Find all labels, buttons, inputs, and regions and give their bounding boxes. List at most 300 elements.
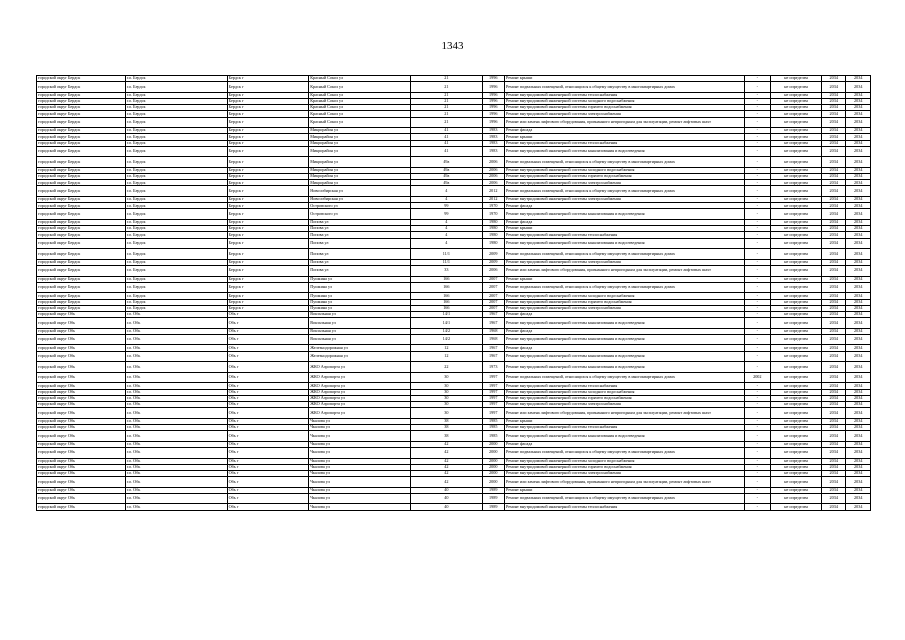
cost-cell: не определен [771, 408, 822, 419]
year-built-cell: 2007 [482, 276, 504, 282]
last-repair-year-cell: - [744, 418, 771, 424]
plan-end-cell: 2034 [846, 82, 871, 93]
table-row [37, 318, 871, 329]
locality-cell: Бердск г [227, 265, 309, 276]
cost-cell: не определен [771, 276, 822, 282]
work-type-cell: Ремонт подвальных помещений, относящихся к общему имуществу в многоквартирных домах [504, 372, 744, 383]
year-built-cell: 1996 [482, 117, 504, 128]
street-cell: Красный Сокол ул [309, 98, 411, 104]
plan-end-cell: 2034 [846, 345, 871, 351]
street-cell: Красный Сокол ул [309, 105, 411, 111]
locality-cell: Обь г [227, 362, 309, 373]
work-type-cell: Ремонт внутридомовой инженерной системы горячего водоснабжения [504, 395, 744, 401]
last-repair-year-cell: - [744, 209, 771, 220]
plan-end-cell: 2034 [846, 265, 871, 276]
last-repair-year-cell: - [744, 431, 771, 442]
work-type-cell: Ремонт внутридомовой инженерной системы канализования и водоотведения [504, 351, 744, 362]
year-built-cell: 2007 [482, 293, 504, 299]
locality-cell: Обь г [227, 334, 309, 345]
year-built-cell: 2000 [482, 458, 504, 464]
settlement-cell: г.о. Бердск [125, 265, 227, 276]
year-built-cell: 1983 [482, 140, 504, 146]
year-built-cell: 2012 [482, 186, 504, 197]
settlement-cell: г.о. Бердск [125, 259, 227, 265]
settlement-cell: г.о. Бердск [125, 174, 227, 180]
settlement-cell: г.о. Обь [125, 383, 227, 389]
work-type-cell: Ремонт внутридомовой инженерной системы теплоснабжения [504, 232, 744, 238]
settlement-cell: г.о. Бердск [125, 105, 227, 111]
house-number-cell: 21 [411, 98, 482, 104]
street-cell: Попова ул [309, 238, 411, 249]
municipality-cell: городской округ Обь [37, 383, 126, 389]
plan-end-cell: 2034 [846, 186, 871, 197]
street-cell: ЖКО Аэропорта ул [309, 362, 411, 373]
locality-cell: Обь г [227, 470, 309, 476]
plan-start-cell: 2034 [822, 299, 846, 305]
last-repair-year-cell: - [744, 504, 771, 510]
work-type-cell: Ремонт подвальных помещений, относящихся к общему имуществу в многоквартирных домах [504, 447, 744, 458]
work-type-cell: Ремонт внутридомовой инженерной системы теплоснабжения [504, 140, 744, 146]
settlement-cell: г.о. Бердск [125, 249, 227, 260]
last-repair-year-cell: - [744, 186, 771, 197]
cost-cell: не определен [771, 395, 822, 401]
locality-cell: Бердск г [227, 146, 309, 157]
street-cell: Железнодорожная ул [309, 351, 411, 362]
house-number-cell: 42 [411, 464, 482, 470]
house-number-cell: 40 [411, 493, 482, 504]
plan-end-cell: 2034 [846, 334, 871, 345]
last-repair-year-cell: - [744, 134, 771, 140]
municipality-cell: городской округ Бердск [37, 174, 126, 180]
year-built-cell: 1973 [482, 362, 504, 373]
municipality-cell: городской округ Обь [37, 362, 126, 373]
cost-cell: не определен [771, 249, 822, 260]
plan-end-cell: 2034 [846, 249, 871, 260]
locality-cell: Обь г [227, 311, 309, 317]
plan-end-cell: 2034 [846, 232, 871, 238]
locality-cell: Бердск г [227, 220, 309, 226]
last-repair-year-cell: - [744, 441, 771, 447]
last-repair-year-cell: - [744, 232, 771, 238]
year-built-cell: 1983 [482, 128, 504, 134]
street-cell: Чкалова ул [309, 470, 411, 476]
plan-start-cell: 2034 [822, 265, 846, 276]
year-built-cell: 2012 [482, 197, 504, 203]
capital-repair-register-table [36, 75, 871, 511]
municipality-cell: городской округ Обь [37, 408, 126, 419]
cost-cell: не определен [771, 167, 822, 173]
last-repair-year-cell: - [744, 293, 771, 299]
settlement-cell: г.о. Обь [125, 477, 227, 488]
plan-start-cell: 2034 [822, 249, 846, 260]
work-type-cell: Ремонт внутридомовой инженерной системы электроснабжения [504, 180, 744, 186]
plan-end-cell: 2034 [846, 157, 871, 168]
plan-start-cell: 2034 [822, 146, 846, 157]
last-repair-year-cell: - [744, 424, 771, 430]
work-type-cell: Ремонт крыши [504, 76, 744, 82]
municipality-cell: городской округ Бердск [37, 305, 126, 311]
year-built-cell: 1989 [482, 487, 504, 493]
cost-cell: не определен [771, 470, 822, 476]
plan-end-cell: 2034 [846, 276, 871, 282]
street-cell: Микрорайон ул [309, 146, 411, 157]
house-number-cell: 49а [411, 180, 482, 186]
settlement-cell: г.о. Обь [125, 464, 227, 470]
municipality-cell: городской округ Обь [37, 345, 126, 351]
year-built-cell: 2000 [482, 477, 504, 488]
cost-cell: не определен [771, 209, 822, 220]
settlement-cell: г.о. Бердск [125, 167, 227, 173]
municipality-cell: городской округ Бердск [37, 282, 126, 293]
work-type-cell: Ремонт внутридомовой инженерной системы канализования и водоотведения [504, 334, 744, 345]
last-repair-year-cell: - [744, 276, 771, 282]
year-built-cell: 2000 [482, 441, 504, 447]
cost-cell: не определен [771, 238, 822, 249]
plan-end-cell: 2034 [846, 98, 871, 104]
year-built-cell: 2000 [482, 470, 504, 476]
plan-start-cell: 2034 [822, 259, 846, 265]
locality-cell: Бердск г [227, 134, 309, 140]
locality-cell: Обь г [227, 345, 309, 351]
locality-cell: Бердск г [227, 98, 309, 104]
locality-cell: Бердск г [227, 299, 309, 305]
house-number-cell: 49а [411, 167, 482, 173]
year-built-cell: 1997 [482, 372, 504, 383]
locality-cell: Обь г [227, 477, 309, 488]
year-built-cell: 1996 [482, 105, 504, 111]
municipality-cell: городской округ Обь [37, 395, 126, 401]
year-built-cell: 1980 [482, 220, 504, 226]
house-number-cell: 11/1 [411, 249, 482, 260]
municipality-cell: городской округ Бердск [37, 265, 126, 276]
settlement-cell: г.о. Бердск [125, 128, 227, 134]
table-row [37, 477, 871, 488]
settlement-cell: г.о. Бердск [125, 226, 227, 232]
street-cell: Новосибирская ул [309, 186, 411, 197]
work-type-cell: Ремонт или замена лифтового оборудования, признанного непригодным для эксплуатации, ремонт лифтовых шахт [504, 477, 744, 488]
house-number-cell: 166 [411, 305, 482, 311]
cost-cell: не определен [771, 186, 822, 197]
plan-end-cell: 2034 [846, 311, 871, 317]
locality-cell: Бердск г [227, 128, 309, 134]
settlement-cell: г.о. Обь [125, 395, 227, 401]
plan-end-cell: 2034 [846, 408, 871, 419]
street-cell: Островского ул [309, 209, 411, 220]
year-built-cell: 1985 [482, 424, 504, 430]
locality-cell: Обь г [227, 389, 309, 395]
year-built-cell: 2009 [482, 259, 504, 265]
house-number-cell: 4 [411, 226, 482, 232]
cost-cell: не определен [771, 351, 822, 362]
cost-cell: не определен [771, 431, 822, 442]
plan-start-cell: 2034 [822, 401, 846, 407]
cost-cell: не определен [771, 117, 822, 128]
cost-cell: не определен [771, 259, 822, 265]
locality-cell: Бердск г [227, 105, 309, 111]
plan-end-cell: 2034 [846, 105, 871, 111]
work-type-cell: Ремонт или замена лифтового оборудования, признанного непригодным для эксплуатации, ремонт лифтовых шахт [504, 117, 744, 128]
plan-end-cell: 2034 [846, 351, 871, 362]
house-number-cell: 21 [411, 82, 482, 93]
table-row [37, 282, 871, 293]
cost-cell: не определен [771, 82, 822, 93]
municipality-cell: городской округ Бердск [37, 259, 126, 265]
street-cell: Пушкина ул [309, 293, 411, 299]
last-repair-year-cell: - [744, 334, 771, 345]
plan-start-cell: 2034 [822, 418, 846, 424]
settlement-cell: г.о. Бердск [125, 180, 227, 186]
municipality-cell: городской округ Бердск [37, 293, 126, 299]
plan-start-cell: 2034 [822, 238, 846, 249]
house-number-cell: 99 [411, 209, 482, 220]
house-number-cell: 22 [411, 362, 482, 373]
last-repair-year-cell: - [744, 167, 771, 173]
work-type-cell: Ремонт подвальных помещений, относящихся к общему имуществу в многоквартирных домах [504, 82, 744, 93]
house-number-cell: 4 [411, 197, 482, 203]
work-type-cell: Ремонт внутридомовой инженерной системы горячего водоснабжения [504, 174, 744, 180]
cost-cell: не определен [771, 203, 822, 209]
house-number-cell: 21 [411, 117, 482, 128]
last-repair-year-cell: - [744, 282, 771, 293]
last-repair-year-cell: - [744, 197, 771, 203]
municipality-cell: городской округ Обь [37, 424, 126, 430]
locality-cell: Бердск г [227, 117, 309, 128]
house-number-cell: 42 [411, 441, 482, 447]
plan-start-cell: 2034 [822, 117, 846, 128]
work-type-cell: Ремонт внутридомовой инженерной системы электроснабжения [504, 111, 744, 117]
street-cell: Микрорайон ул [309, 128, 411, 134]
locality-cell: Обь г [227, 441, 309, 447]
last-repair-year-cell: - [744, 76, 771, 82]
year-built-cell: 1996 [482, 82, 504, 93]
plan-start-cell: 2034 [822, 504, 846, 510]
plan-start-cell: 2034 [822, 372, 846, 383]
municipality-cell: городской округ Обь [37, 464, 126, 470]
settlement-cell: г.о. Бердск [125, 98, 227, 104]
table-row [37, 157, 871, 168]
work-type-cell: Ремонт фасада [504, 345, 744, 351]
settlement-cell: г.о. Обь [125, 328, 227, 334]
plan-start-cell: 2034 [822, 487, 846, 493]
work-type-cell: Ремонт внутридомовой инженерной системы канализования и водоотведения [504, 238, 744, 249]
year-built-cell: 1989 [482, 493, 504, 504]
plan-start-cell: 2034 [822, 128, 846, 134]
year-built-cell: 1996 [482, 98, 504, 104]
work-type-cell: Ремонт внутридомовой инженерной системы холодного водоснабжения [504, 98, 744, 104]
settlement-cell: г.о. Обь [125, 504, 227, 510]
street-cell: Вокзальная ул [309, 311, 411, 317]
street-cell: Чкалова ул [309, 424, 411, 430]
municipality-cell: городской округ Бердск [37, 299, 126, 305]
last-repair-year-cell: - [744, 157, 771, 168]
plan-start-cell: 2034 [822, 232, 846, 238]
plan-end-cell: 2034 [846, 447, 871, 458]
plan-start-cell: 2034 [822, 318, 846, 329]
year-built-cell: 1996 [482, 92, 504, 98]
municipality-cell: городской округ Бердск [37, 276, 126, 282]
settlement-cell: г.о. Бердск [125, 76, 227, 82]
street-cell: Микрорайон ул [309, 167, 411, 173]
locality-cell: Бердск г [227, 140, 309, 146]
year-built-cell: 1983 [482, 146, 504, 157]
settlement-cell: г.о. Обь [125, 401, 227, 407]
locality-cell: Бердск г [227, 174, 309, 180]
year-built-cell: 1967 [482, 345, 504, 351]
plan-start-cell: 2034 [822, 167, 846, 173]
plan-end-cell: 2034 [846, 458, 871, 464]
year-built-cell: 2007 [482, 282, 504, 293]
street-cell: Красный Сокол ул [309, 82, 411, 93]
last-repair-year-cell: - [744, 389, 771, 395]
last-repair-year-cell: - [744, 105, 771, 111]
plan-start-cell: 2034 [822, 186, 846, 197]
locality-cell: Обь г [227, 431, 309, 442]
year-built-cell: 1980 [482, 226, 504, 232]
locality-cell: Обь г [227, 458, 309, 464]
house-number-cell: 166 [411, 293, 482, 299]
plan-end-cell: 2034 [846, 424, 871, 430]
street-cell: Чкалова ул [309, 504, 411, 510]
work-type-cell: Ремонт внутридомовой инженерной системы теплоснабжения [504, 504, 744, 510]
work-type-cell: Ремонт внутридомовой инженерной системы канализования и водоотведения [504, 209, 744, 220]
house-number-cell: 99 [411, 203, 482, 209]
cost-cell: не определен [771, 383, 822, 389]
year-built-cell: 1968 [482, 328, 504, 334]
plan-end-cell: 2034 [846, 226, 871, 232]
plan-start-cell: 2034 [822, 226, 846, 232]
year-built-cell: 1967 [482, 311, 504, 317]
cost-cell: не определен [771, 299, 822, 305]
year-built-cell: 2000 [482, 464, 504, 470]
plan-end-cell: 2034 [846, 146, 871, 157]
street-cell: Попова ул [309, 259, 411, 265]
house-number-cell: 166 [411, 282, 482, 293]
work-type-cell: Ремонт фасада [504, 311, 744, 317]
locality-cell: Бердск г [227, 276, 309, 282]
house-number-cell: 30 [411, 389, 482, 395]
cost-cell: не определен [771, 401, 822, 407]
settlement-cell: г.о. Бердск [125, 117, 227, 128]
street-cell: Красный Сокол ул [309, 76, 411, 82]
cost-cell: не определен [771, 362, 822, 373]
last-repair-year-cell: - [744, 249, 771, 260]
year-built-cell: 1970 [482, 209, 504, 220]
street-cell: Микрорайон ул [309, 174, 411, 180]
settlement-cell: г.о. Бердск [125, 140, 227, 146]
house-number-cell: 42 [411, 470, 482, 476]
plan-end-cell: 2034 [846, 299, 871, 305]
street-cell: Попова ул [309, 220, 411, 226]
house-number-cell: 33 [411, 265, 482, 276]
house-number-cell: 12 [411, 345, 482, 351]
settlement-cell: г.о. Бердск [125, 220, 227, 226]
last-repair-year-cell: - [744, 226, 771, 232]
house-number-cell: 11/1 [411, 259, 482, 265]
locality-cell: Обь г [227, 493, 309, 504]
house-number-cell: 30 [411, 401, 482, 407]
year-built-cell: 1980 [482, 238, 504, 249]
municipality-cell: городской округ Бердск [37, 117, 126, 128]
cost-cell: не определен [771, 424, 822, 430]
settlement-cell: г.о. Бердск [125, 305, 227, 311]
street-cell: Микрорайон ул [309, 134, 411, 140]
house-number-cell: 41 [411, 128, 482, 134]
cost-cell: не определен [771, 293, 822, 299]
plan-end-cell: 2034 [846, 92, 871, 98]
cost-cell: не определен [771, 282, 822, 293]
plan-end-cell: 2034 [846, 328, 871, 334]
municipality-cell: городской округ Бердск [37, 220, 126, 226]
settlement-cell: г.о. Бердск [125, 186, 227, 197]
settlement-cell: г.о. Бердск [125, 82, 227, 93]
street-cell: Чкалова ул [309, 431, 411, 442]
table-row [37, 186, 871, 197]
work-type-cell: Ремонт фасада [504, 441, 744, 447]
year-built-cell: 2006 [482, 180, 504, 186]
settlement-cell: г.о. Бердск [125, 238, 227, 249]
house-number-cell: 21 [411, 105, 482, 111]
locality-cell: Бердск г [227, 293, 309, 299]
year-built-cell: 2007 [482, 299, 504, 305]
year-built-cell: 1970 [482, 203, 504, 209]
work-type-cell: Ремонт подвальных помещений, относящихся к общему имуществу в многоквартирных домах [504, 249, 744, 260]
settlement-cell: г.о. Обь [125, 389, 227, 395]
last-repair-year-cell: - [744, 311, 771, 317]
cost-cell: не определен [771, 477, 822, 488]
year-built-cell: 2006 [482, 167, 504, 173]
street-cell: Вокзальная ул [309, 328, 411, 334]
plan-end-cell: 2034 [846, 318, 871, 329]
locality-cell: Бердск г [227, 209, 309, 220]
plan-end-cell: 2034 [846, 362, 871, 373]
municipality-cell: городской округ Бердск [37, 105, 126, 111]
settlement-cell: г.о. Обь [125, 458, 227, 464]
plan-start-cell: 2034 [822, 395, 846, 401]
last-repair-year-cell: - [744, 111, 771, 117]
work-type-cell: Ремонт внутридомовой инженерной системы электроснабжения [504, 259, 744, 265]
year-built-cell: 2006 [482, 174, 504, 180]
house-number-cell: 41 [411, 140, 482, 146]
street-cell: Микрорайон ул [309, 140, 411, 146]
last-repair-year-cell: - [744, 470, 771, 476]
settlement-cell: г.о. Бердск [125, 92, 227, 98]
locality-cell: Бердск г [227, 203, 309, 209]
cost-cell: не определен [771, 98, 822, 104]
municipality-cell: городской округ Бердск [37, 249, 126, 260]
plan-start-cell: 2034 [822, 389, 846, 395]
work-type-cell: Ремонт крыши [504, 276, 744, 282]
work-type-cell: Ремонт подвальных помещений, относящихся к общему имуществу в многоквартирных домах [504, 186, 744, 197]
last-repair-year-cell: - [744, 92, 771, 98]
locality-cell: Бердск г [227, 76, 309, 82]
municipality-cell: городской округ Обь [37, 441, 126, 447]
table-row [37, 82, 871, 93]
plan-start-cell: 2034 [822, 293, 846, 299]
cost-cell: не определен [771, 180, 822, 186]
settlement-cell: г.о. Бердск [125, 293, 227, 299]
table-row [37, 334, 871, 345]
year-built-cell: 1985 [482, 431, 504, 442]
municipality-cell: городской округ Обь [37, 493, 126, 504]
locality-cell: Обь г [227, 328, 309, 334]
street-cell: Чкалова ул [309, 418, 411, 424]
settlement-cell: г.о. Бердск [125, 299, 227, 305]
table-row [37, 238, 871, 249]
locality-cell: Бердск г [227, 186, 309, 197]
settlement-cell: г.о. Обь [125, 408, 227, 419]
last-repair-year-cell: - [744, 362, 771, 373]
plan-start-cell: 2034 [822, 351, 846, 362]
